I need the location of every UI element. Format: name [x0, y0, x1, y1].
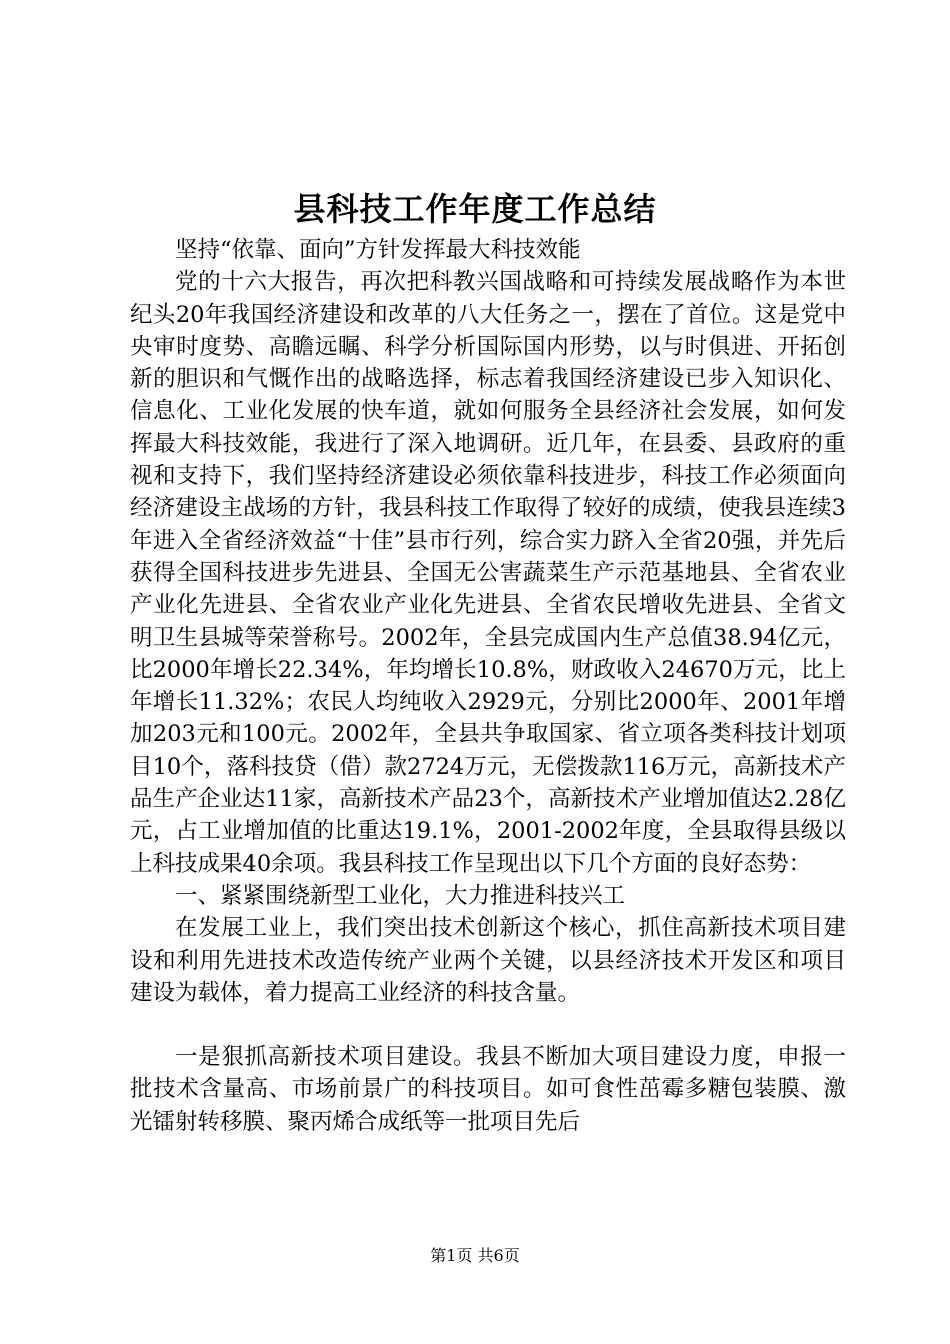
- paragraph-subtitle: 坚持“依靠、面向”方针发挥最大科技效能: [175, 237, 581, 263]
- page-number: 第1页 共6页: [430, 1246, 520, 1265]
- paragraph-high-tech-projects: 一是狠抓高新技术项目建设。我县不断加大项目建设力度，申报一批技术含量高、市场前景广的科技项目。如可食性茁霉多糖包装膜、激光镭射转移膜、聚丙烯合成纸等一批项目先后: [130, 1044, 846, 1135]
- paragraph-intro: 党的十六大报告，再次把科教兴国战略和可持续发展战略作为本世纪头20年我国经济建设和改革的八大任务之一，摆在了首位。这是党中央审时度势、高瞻远瞩、科学分析国际国内形势，以与时俱进、开拓创新的胆识和气慨作出的战略选择，标志着我国经济建设已步入知识化、信息化、工业化发展的快车道，就如何服务全县经济社会发展，如何发挥最大科技效能，我进行了深入地调研。近几年，在县委、县政府的重视和支持下，我们坚持经济建设必须依靠科技进步，科技工作必须面向经济建设主战场的方针，我县科技工作取得了较好的成绩，使我县连续3年进入全省经济效益“十佳”县市行列，综合实力跻入全省20强，并先后获得全国科技进步先进县、全国无公害蔬菜生产示范基地县、全省农业产业化先进县、全省农业产业化先进县、全省农民增收先进县、全省文明卫生县城等荣誉称号。2002年，全县完成国内生产总值38.94亿元，比2000年增长22.34%，年均增长10.8%，财政收入24670万元，比上年增长11.32%；农民人均纯收入2929元，分别比2000年、2001年增加203元和100元。2002年，全县共争取国家、省立项各类科技计划项目10个，落科技贷（借）款2724万元，无偿拨款116万元，高新技术产品生产企业达11家，高新技术产品23个，高新技术产业增加值达2.28亿元，占工业增加值的比重达19.1%，2001-2002年度，全县取得县级以上科技成果40余项。我县科技工作呈现出以下几个方面的良好态势：: [130, 269, 846, 877]
- document-title: 县科技工作年度工作总结: [293, 190, 657, 228]
- paragraph-section-heading: 一、紧紧围绕新型工业化，大力推进科技兴工: [175, 882, 626, 909]
- document-body: [130, 234, 846, 1138]
- paragraph-industry: 在发展工业上，我们突出技术创新这个核心，抓住高新技术项目建设和利用先进技术改造传统产业两个关键，以县经济技术开发区和项目建设为载体，着力提高工业经济的科技含量。: [130, 915, 846, 1006]
